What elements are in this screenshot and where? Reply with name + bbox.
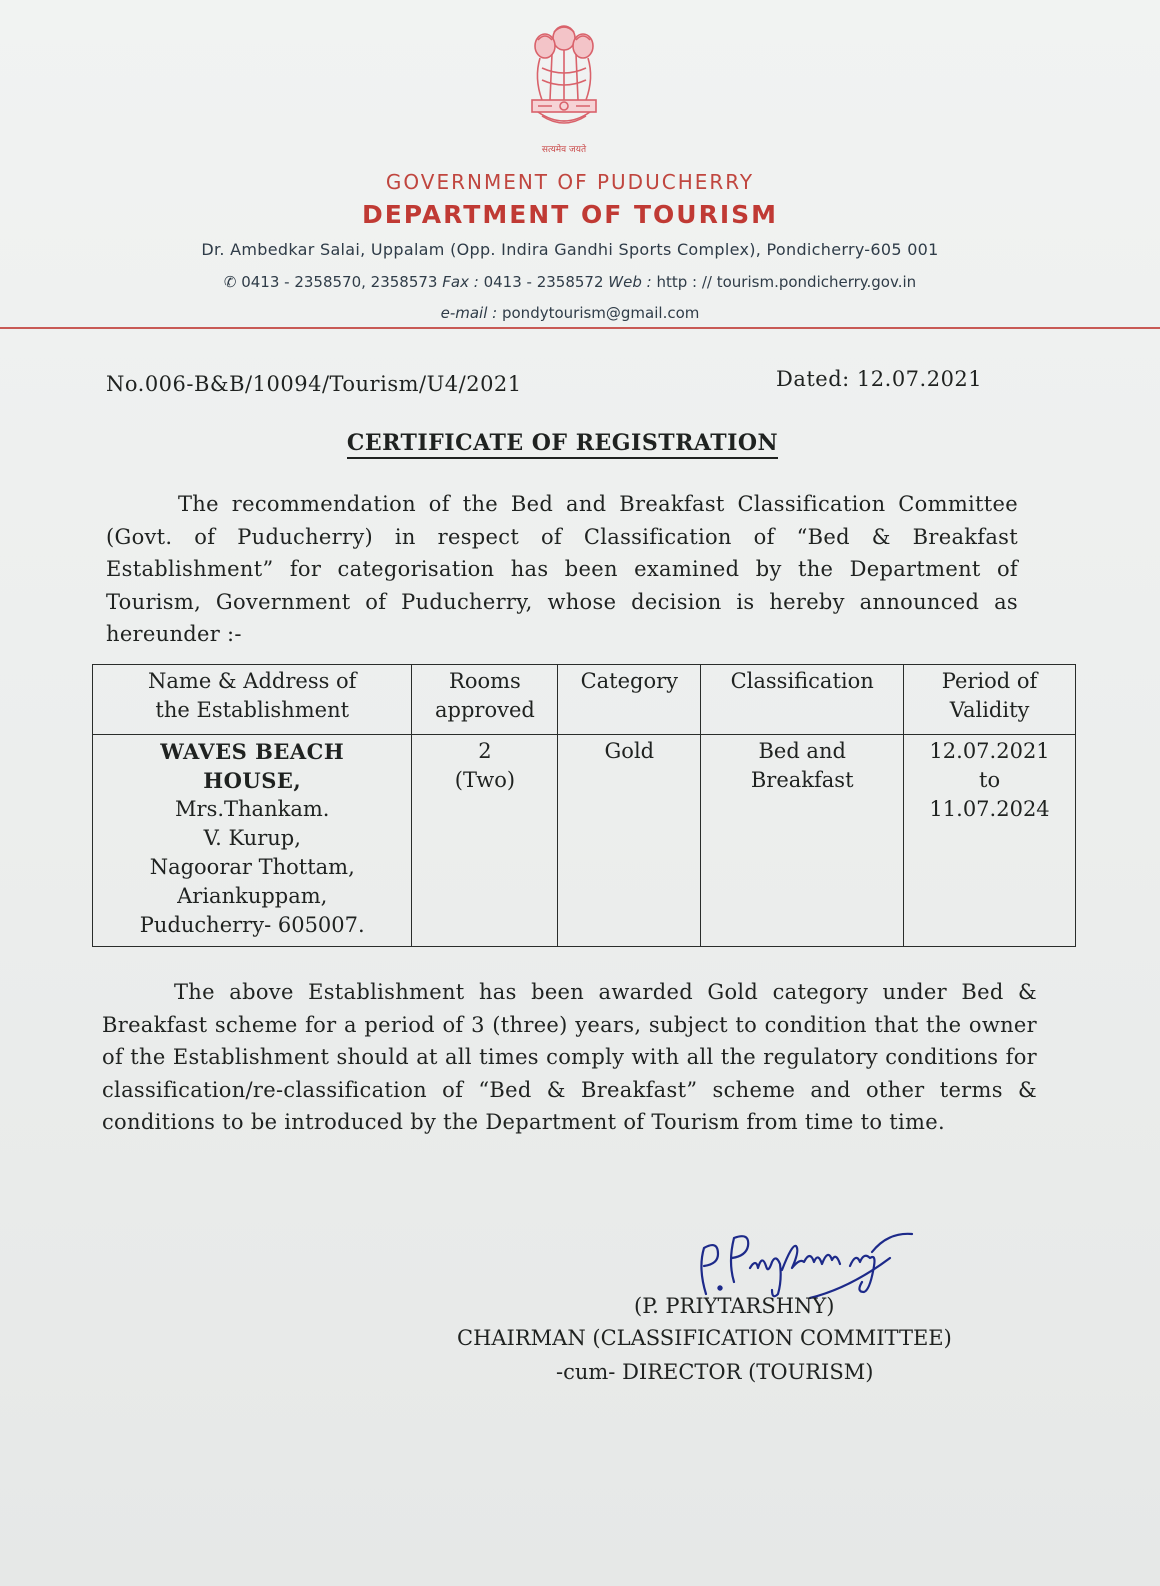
establishment-address-line: Nagoorar Thottam, [149,855,355,879]
establishment-address-line: Puducherry- 605007. [139,913,365,937]
certificate-title [0,430,1125,456]
signatory-title: CHAIRMAN (CLASSIFICATION COMMITTEE) [457,1326,952,1350]
period-start: 12.07.2021 [929,739,1050,763]
header-line: Validity [949,698,1030,722]
award-paragraph-text: The above Establishment has been awarded Gold category under Bed & Breakfast scheme for a period of 3 (three) years, subject to condition that the owner of the Establishment should at all times comply with all the regulatory conditions for classification/re-classification of “Bed & Breakfast” scheme and other terms & conditions to be introduced by the Department of Tourism from time to time. [102,980,1037,1134]
reference-number: No.006-B&B/10094/Tourism/U4/2021 [106,372,522,396]
cell-classification [701,735,904,947]
header-line: approved [435,698,535,722]
header-line: Period of [941,669,1038,693]
establishment-address-line: Mrs.Thankam. [175,797,330,821]
table-header-row [93,665,1076,735]
government-name: GOVERNMENT OF PUDUCHERRY [385,170,755,194]
header-name-address [93,665,412,735]
phone-icon: ✆ [223,273,237,291]
cell-establishment [93,735,412,947]
cell-rooms [412,735,558,947]
web-address: http : // tourism.pondicherry.gov.in [656,273,917,291]
handwritten-signature [690,1208,930,1308]
email-line [0,304,1140,322]
rooms-value: 2 [478,739,492,763]
cell-period [904,735,1076,947]
header-line: Category [580,669,679,693]
rooms-value-words: (Two) [454,768,516,792]
header-rooms [412,665,558,735]
category-value: Gold [604,739,655,763]
establishment-address-line: V. Kurup, [203,826,301,850]
header-line: Rooms [449,669,521,693]
period-to: to [979,768,1001,792]
phone-number: 0413 - 2358570, 2358573 [241,273,438,291]
certificate-title-text: CERTIFICATE OF REGISTRATION [347,430,778,459]
registration-table [92,664,1076,947]
office-address: Dr. Ambedkar Salai, Uppalam (Opp. Indira Gandhi Sports Complex), Pondicherry-605 001 [201,240,939,259]
fax-label: Fax : [442,273,479,291]
establishment-name-line: HOUSE, [203,768,302,793]
contact-line [0,273,1140,291]
signatory-name: (P. PRIYTARSHNY) [634,1294,835,1318]
award-paragraph [102,976,1037,1139]
state-emblem-icon [518,18,610,158]
letterhead-divider [0,327,1160,329]
header-classification [701,665,904,735]
reference-date: Dated: 12.07.2021 [776,367,983,391]
period-end: 11.07.2024 [929,797,1050,821]
header-category [558,665,701,735]
cell-category [558,735,701,947]
header-line: the Establishment [155,698,350,722]
header-line: Name & Address of [148,669,357,693]
establishment-name-line: WAVES BEACH [160,739,345,764]
intro-paragraph [106,488,1018,651]
table-row [93,735,1076,947]
header-line: Classification [730,669,874,693]
header-period [904,665,1076,735]
email-address: pondytourism@gmail.com [501,304,700,322]
web-label: Web : [608,273,652,291]
intro-paragraph-text: The recommendation of the Bed and Breakfast Classification Committee (Govt. of Puducherry) in respect of Classification of “Bed & Breakfast Establishment” for categorisation has been examined by the Department of Tourism, Government of Puducherry, whose decision is hereby announced as hereunder :- [106,492,1018,646]
establishment-address-line: Ariankuppam, [177,884,328,908]
email-label: e-mail : [440,304,498,322]
classification-line: Breakfast [750,768,854,792]
fax-number: 0413 - 2358572 [483,273,604,291]
signatory-subtitle: -cum- DIRECTOR (TOURISM) [556,1360,874,1384]
motto-text: सत्यमेव जयते [541,145,587,155]
classification-line: Bed and [758,739,846,763]
department-name: DEPARTMENT OF TOURISM [361,200,779,229]
